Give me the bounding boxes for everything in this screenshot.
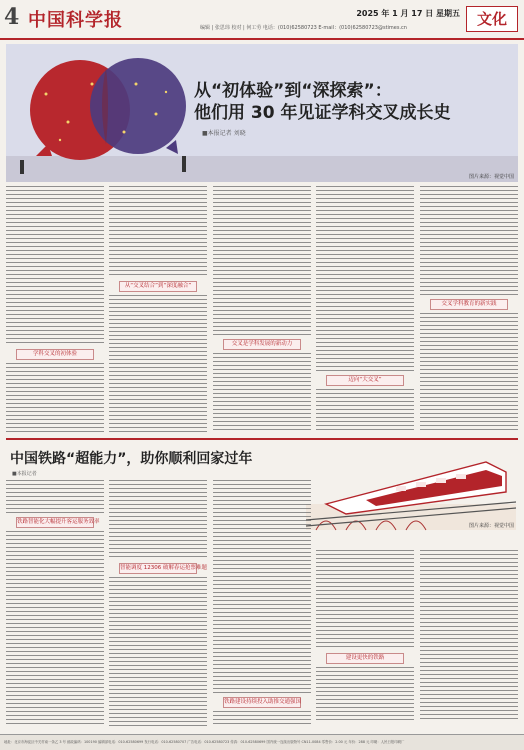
hero-headline-line1: 从“初体验”到“深探索”： [194, 81, 392, 101]
text-block [213, 186, 311, 336]
text-block [316, 186, 414, 372]
text-block [316, 667, 414, 723]
second-story [6, 438, 518, 733]
story2-column-2 [109, 480, 207, 727]
article-column-3 [213, 186, 311, 434]
story2-column-1 [6, 480, 104, 726]
text-block [316, 389, 414, 433]
text-block [109, 295, 207, 433]
text-block [6, 363, 104, 433]
section-subhead: 交叉是学科发展的新动力 [223, 339, 301, 350]
hero-headline-line2: 他们用 30 年见证学科交叉成长史 [194, 103, 451, 123]
text-block [213, 711, 311, 727]
section-subhead: 从“交叉结合”到“深度融合” [119, 281, 197, 292]
story2-subhead: 铁路建设持续投入助推交通强国 [223, 697, 301, 708]
footer-info: 地址：北京市海淀区中关村南一条乙 3 号 邮政编码：100190 编辑部电话：010-62580699 发行电话：010-62580707 广告电话：010-62580723 传真：010-62580699 国内统一连续出版物号 CN11-0084 零售价：2.00 元 年价：288 元 印刷：人民日报印刷厂 [4, 740, 405, 744]
issue-date: 2025 年 1 月 17 日 [356, 9, 434, 18]
text-block [109, 480, 207, 560]
story2-column-3 [213, 480, 311, 727]
section-subhead: 学科交叉的初体验 [16, 349, 94, 360]
weekday: 星期五 [436, 9, 460, 18]
text-block [213, 480, 311, 694]
article-column-4 [316, 186, 414, 434]
train-photo-credit: 图片来源：视觉中国 [468, 523, 514, 529]
page-number: 4 [4, 4, 20, 30]
story2-subhead: 铁路智能化大幅提升客运服务效率 [16, 517, 94, 528]
text-block [109, 186, 207, 278]
article-column-2 [109, 186, 207, 434]
story2-column-4 [316, 550, 414, 723]
hero-banner [6, 44, 518, 182]
text-block [213, 353, 311, 433]
text-block [6, 531, 104, 726]
text-block [316, 550, 414, 650]
hero-photo-credit: 图片来源：视觉中国 [468, 174, 514, 180]
story2-subhead: 智能调度 12306 破解春运抢票难题 [119, 563, 197, 574]
hero-headline [194, 80, 451, 124]
text-block [6, 480, 104, 514]
section-subhead: 迈向“大交叉” [326, 375, 404, 386]
text-block [420, 313, 518, 433]
second-story-byline: ■本报记者 [12, 471, 37, 477]
second-story-headline: 中国铁路“超能力”，助你顺利回家过年 [10, 451, 253, 467]
train-illustration [306, 442, 516, 532]
editors-line: 编辑 | 张思玮 校对 | 何工劳 电话：(010)62580723 E-mail：(010)62580723@stimes.cn [200, 25, 407, 31]
masthead [0, 0, 524, 40]
story2-subhead: 建设更快的铁路 [326, 653, 404, 664]
story2-column-5 [420, 550, 518, 722]
section-label: 文化 [466, 6, 518, 32]
dateline [356, 8, 460, 19]
hero-byline: ■本报记者 刘晓 [202, 130, 246, 137]
main-article-body [6, 186, 518, 434]
section-subhead: 交叉学科教育的新实践 [430, 299, 508, 310]
newspaper-logo: 中国科学报 [28, 10, 123, 31]
text-block [420, 550, 518, 722]
article-column-1 [6, 186, 104, 434]
text-block [420, 186, 518, 296]
text-block [6, 186, 104, 346]
text-block [109, 577, 207, 727]
page-footer [0, 734, 524, 750]
article-column-5 [420, 186, 518, 434]
